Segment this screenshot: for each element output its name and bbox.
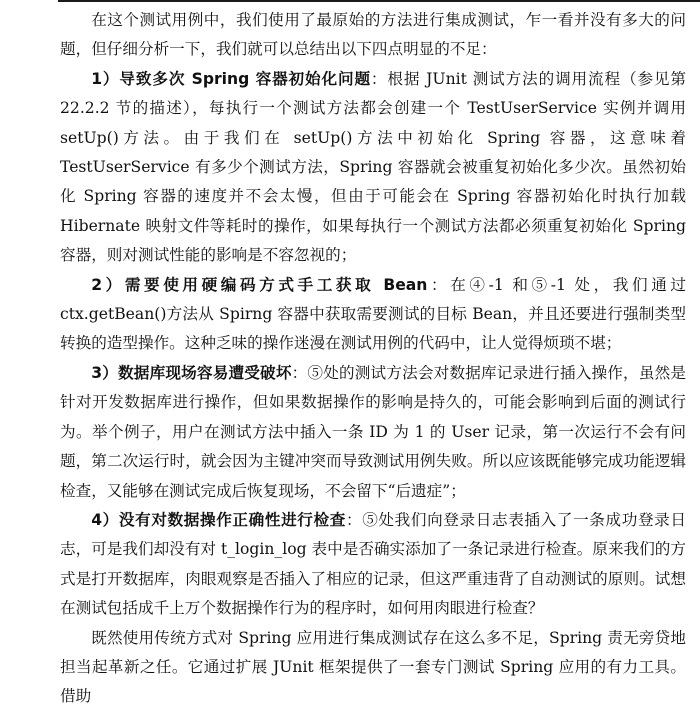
point-3-paragraph (60, 359, 686, 506)
point-3-heading: 3）数据库现场容易遭受破坏 (91, 363, 292, 382)
intro-paragraph: 在这个测试用例中，我们使用了最原始的方法进行集成测试，乍一看并没有多大的问题，但仔细分析一下，我们就可以总结出以下四点明显的不足： (60, 11, 686, 59)
point-3-body: ：⑤处的测试方法会对数据库记录进行插入操作，虽然是针对开发数据库进行操作，但如果数据操作的影响是持久的，可能会影响到后面的测试行为。举个例子，用户在测试方法中插入一条 ID 为 1 的 User 记录，第一次运行不会有问题，第二次运行时，就会因为主键冲突而导致测试用例失败。所以应该既能够完成功能逻辑检查，又能够在测试完成后恢复现场，不会留下“后遗症”； (60, 363, 686, 500)
point-1-paragraph (60, 65, 686, 271)
closing-paragraph: 既然使用传统方式对 Spring 应用进行集成测试存在这么多不足，Spring 责无旁贷地担当起革新之任。它通过扩展 JUnit 框架提供了一套专门测试 Spring 应用的有力工具。借助 (60, 628, 686, 706)
point-1-heading: 1）导致多次 Spring 容器初始化问题 (91, 69, 371, 88)
point-1-body: ：根据 JUnit 测试方法的调用流程（参见第 22.2.2 节的描述），每执行一个测试方法都会创建一个 TestUserService 实例并调用 setUp()方法。由于我们在 setUp()方法中初始化 Spring 容器，这意味着 TestUserService 有多少个测试方法，Spring 容器就会被重复初始化多少次。虽然初始化 Spring 容器的速度并不会太慢，但由于可能会在 Spring 容器初始化时执行加载 Hibernate 映射文件等耗时的操作，如果每执行一个测试方法都必须重复初始化 Spring 容器，则对测试性能的影响是不容忽视的； (60, 69, 686, 265)
point-4-body: ：⑤处我们向登录日志表插入了一条成功登录日志，可是我们却没有对 t_login_log 表中是否确实添加了一条记录进行检查。原来我们的方式是打开数据库，肉眼观察是否插入了相应的记录，但这严重违背了自动测试的原则。试想在测试包括成千上万个数据操作行为的程序时，如何用肉眼进行检查？ (60, 510, 686, 618)
top-rule (58, 0, 700, 2)
point-2-heading: 2）需要使用硬编码方式手工获取 Bean (91, 275, 428, 294)
point-2-body: ：在④-1 和⑤-1 处，我们通过 ctx.getBean()方法从 Spirng 容器中获取需要测试的目标 Bean，并且还要进行强制类型转换的造型操作。这种乏味的操作迷漫在测试用例的代码中，让人觉得烦琐不堪； (60, 275, 687, 353)
body-text (60, 6, 686, 712)
point-2-paragraph (60, 271, 686, 359)
point-4-heading: 4）没有对数据操作正确性进行检查 (91, 510, 346, 529)
point-4-paragraph (60, 506, 686, 624)
